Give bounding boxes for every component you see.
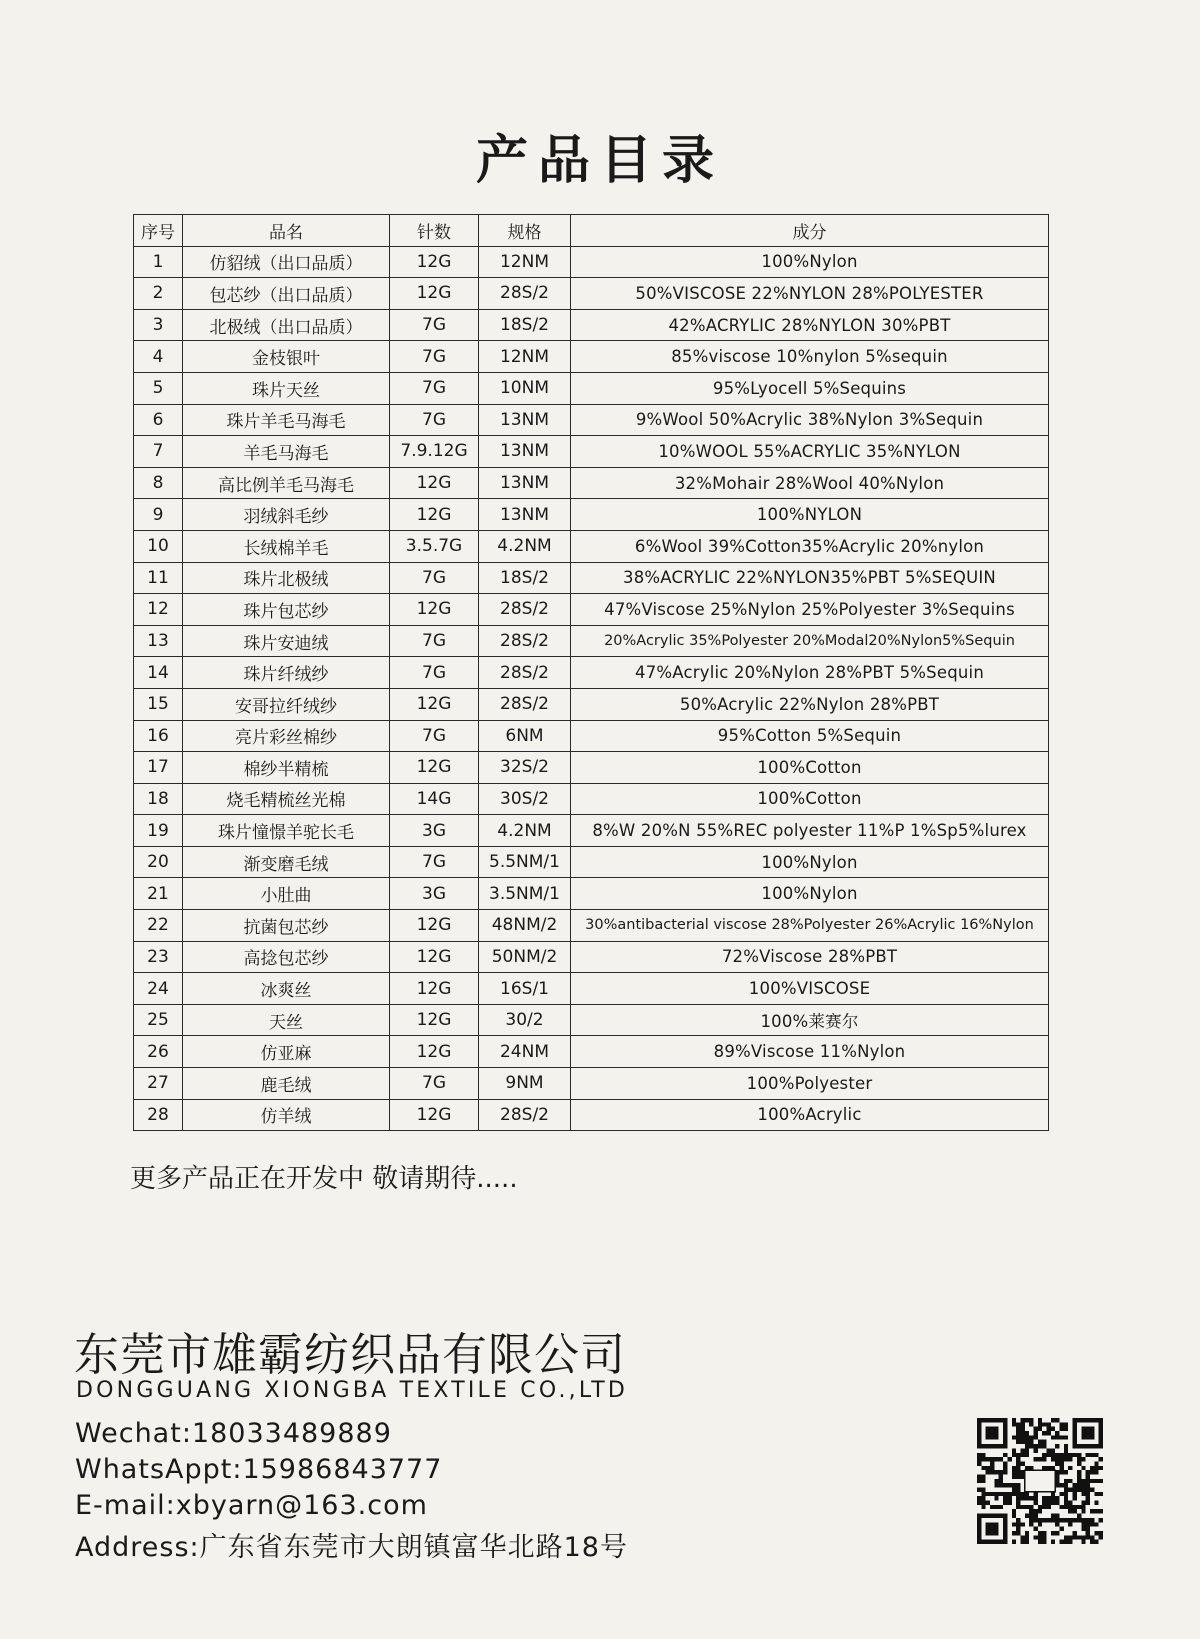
contact-label: WhatsAppt: — [75, 1454, 243, 1485]
cell-composition: 100%Cotton — [571, 783, 1049, 815]
cell-composition: 95%Lyocell 5%Sequins — [571, 372, 1049, 404]
cell-index: 10 — [134, 530, 183, 562]
cell-gauge: 12G — [390, 941, 479, 973]
cell-gauge: 12G — [390, 1004, 479, 1036]
cell-gauge: 7G — [390, 625, 479, 657]
table-row — [134, 436, 1049, 468]
cell-composition: 10%WOOL 55%ACRYLIC 35%NYLON — [571, 436, 1049, 468]
table-row — [134, 1099, 1049, 1131]
cell-spec: 4.2NM — [479, 815, 571, 847]
table-row — [134, 372, 1049, 404]
table-body — [134, 246, 1049, 1131]
cell-gauge: 7G — [390, 720, 479, 752]
cell-composition: 72%Viscose 28%PBT — [571, 941, 1049, 973]
cell-index: 18 — [134, 783, 183, 815]
table-row — [134, 1004, 1049, 1036]
cell-index: 7 — [134, 436, 183, 468]
cell-gauge: 7G — [390, 846, 479, 878]
cell-gauge: 12G — [390, 594, 479, 626]
contact-label: Wechat: — [75, 1418, 192, 1449]
cell-name: 高比例羊毛马海毛 — [183, 467, 390, 499]
cell-index: 4 — [134, 341, 183, 373]
cell-spec: 28S/2 — [479, 278, 571, 310]
cell-index: 19 — [134, 815, 183, 847]
cell-name: 北极绒（出口品质） — [183, 309, 390, 341]
cell-composition: 47%Acrylic 20%Nylon 28%PBT 5%Sequin — [571, 657, 1049, 689]
contact-label: E-mail: — [75, 1490, 176, 1521]
cell-composition: 30%antibacterial viscose 28%Polyester 26%Acrylic 16%Nylon — [571, 910, 1049, 942]
table-row — [134, 720, 1049, 752]
cell-spec: 6NM — [479, 720, 571, 752]
cell-name: 小肚曲 — [183, 878, 390, 910]
cell-index: 2 — [134, 278, 183, 310]
table-row — [134, 530, 1049, 562]
cell-spec: 16S/1 — [479, 973, 571, 1005]
contact-whatsapp — [75, 1454, 442, 1485]
cell-gauge: 12G — [390, 1099, 479, 1131]
cell-gauge: 3.5.7G — [390, 530, 479, 562]
cell-gauge: 7G — [390, 309, 479, 341]
cell-composition: 50%VISCOSE 22%NYLON 28%POLYESTER — [571, 278, 1049, 310]
cell-spec: 10NM — [479, 372, 571, 404]
cell-name: 羊毛马海毛 — [183, 436, 390, 468]
header-name: 品名 — [183, 215, 390, 247]
cell-gauge: 3G — [390, 815, 479, 847]
cell-gauge: 12G — [390, 752, 479, 784]
cell-gauge: 7G — [390, 562, 479, 594]
cell-name: 仿羊绒 — [183, 1099, 390, 1131]
cell-spec: 48NM/2 — [479, 910, 571, 942]
table-row — [134, 404, 1049, 436]
company-name-cn: 东莞市雄霸纺织品有限公司 — [74, 1328, 627, 1381]
cell-name: 包芯纱（出口品质） — [183, 278, 390, 310]
cell-composition: 100%Nylon — [571, 846, 1049, 878]
cell-name: 珠片包芯纱 — [183, 594, 390, 626]
cell-name: 天丝 — [183, 1004, 390, 1036]
cell-name: 珠片北极绒 — [183, 562, 390, 594]
cell-composition: 100%VISCOSE — [571, 973, 1049, 1005]
cell-spec: 18S/2 — [479, 562, 571, 594]
cell-index: 11 — [134, 562, 183, 594]
cell-index: 6 — [134, 404, 183, 436]
cell-spec: 9NM — [479, 1068, 571, 1100]
cell-index: 24 — [134, 973, 183, 1005]
qr-code-icon — [977, 1418, 1103, 1544]
cell-gauge: 12G — [390, 278, 479, 310]
cell-composition: 100%莱赛尔 — [571, 1004, 1049, 1036]
cell-index: 22 — [134, 910, 183, 942]
cell-name: 烧毛精梳丝光棉 — [183, 783, 390, 815]
table-row — [134, 594, 1049, 626]
cell-composition: 6%Wool 39%Cotton35%Acrylic 20%nylon — [571, 530, 1049, 562]
cell-name: 珠片憧憬羊驼长毛 — [183, 815, 390, 847]
contact-value: 18033489889 — [191, 1418, 392, 1449]
page-title: 产品目录 — [475, 130, 724, 191]
cell-composition: 100%Nylon — [571, 246, 1049, 278]
cell-name: 亮片彩丝棉纱 — [183, 720, 390, 752]
cell-index: 13 — [134, 625, 183, 657]
cell-name: 抗菌包芯纱 — [183, 910, 390, 942]
table-row — [134, 878, 1049, 910]
development-note: 更多产品正在开发中 敬请期待..... — [130, 1164, 518, 1194]
header-gauge: 针数 — [390, 215, 479, 247]
cell-spec: 28S/2 — [479, 625, 571, 657]
cell-gauge: 7.9.12G — [390, 436, 479, 468]
cell-spec: 13NM — [479, 499, 571, 531]
cell-name: 渐变磨毛绒 — [183, 846, 390, 878]
cell-composition: 89%Viscose 11%Nylon — [571, 1036, 1049, 1068]
cell-name: 羽绒斜毛纱 — [183, 499, 390, 531]
cell-gauge: 7G — [390, 1068, 479, 1100]
cell-spec: 13NM — [479, 436, 571, 468]
cell-spec: 30/2 — [479, 1004, 571, 1036]
table-row — [134, 815, 1049, 847]
table-row — [134, 941, 1049, 973]
cell-spec: 12NM — [479, 341, 571, 373]
table-row — [134, 1036, 1049, 1068]
cell-spec: 30S/2 — [479, 783, 571, 815]
cell-composition: 85%viscose 10%nylon 5%sequin — [571, 341, 1049, 373]
cell-index: 8 — [134, 467, 183, 499]
cell-composition: 9%Wool 50%Acrylic 38%Nylon 3%Sequin — [571, 404, 1049, 436]
cell-gauge: 7G — [390, 341, 479, 373]
cell-index: 26 — [134, 1036, 183, 1068]
table-row — [134, 309, 1049, 341]
cell-composition: 100%Nylon — [571, 878, 1049, 910]
table-header-row — [134, 215, 1049, 247]
cell-index: 28 — [134, 1099, 183, 1131]
cell-composition: 100%Acrylic — [571, 1099, 1049, 1131]
table-row — [134, 783, 1049, 815]
table-row — [134, 657, 1049, 689]
cell-name: 安哥拉纤绒纱 — [183, 688, 390, 720]
table-row — [134, 341, 1049, 373]
cell-name: 冰爽丝 — [183, 973, 390, 1005]
cell-composition: 100%Polyester — [571, 1068, 1049, 1100]
cell-composition: 47%Viscose 25%Nylon 25%Polyester 3%Sequins — [571, 594, 1049, 626]
cell-gauge: 12G — [390, 910, 479, 942]
cell-index: 23 — [134, 941, 183, 973]
cell-name: 珠片羊毛马海毛 — [183, 404, 390, 436]
table-row — [134, 625, 1049, 657]
cell-gauge: 12G — [390, 973, 479, 1005]
cell-gauge: 12G — [390, 688, 479, 720]
cell-composition: 20%Acrylic 35%Polyester 20%Modal20%Nylon5%Sequin — [571, 625, 1049, 657]
contact-address — [75, 1525, 628, 1564]
cell-composition: 8%W 20%N 55%REC polyester 11%P 1%Sp5%lurex — [571, 815, 1049, 847]
cell-name: 长绒棉羊毛 — [183, 530, 390, 562]
table-row — [134, 246, 1049, 278]
contact-email — [75, 1490, 428, 1521]
cell-name: 珠片安迪绒 — [183, 625, 390, 657]
contact-value: 15986843777 — [242, 1454, 443, 1485]
cell-spec: 32S/2 — [479, 752, 571, 784]
table-row — [134, 467, 1049, 499]
cell-gauge: 7G — [390, 657, 479, 689]
cell-spec: 5.5NM/1 — [479, 846, 571, 878]
cell-index: 3 — [134, 309, 183, 341]
table-row — [134, 1068, 1049, 1100]
cell-composition: 95%Cotton 5%Sequin — [571, 720, 1049, 752]
contact-value: 广东省东莞市大朗镇富华北路18号 — [199, 1532, 628, 1563]
cell-gauge: 7G — [390, 404, 479, 436]
company-name-en: DONGGUANG XIONGBA TEXTILE CO.,LTD — [76, 1378, 629, 1403]
cell-spec: 28S/2 — [479, 594, 571, 626]
cell-composition: 100%Cotton — [571, 752, 1049, 784]
cell-name: 仿亚麻 — [183, 1036, 390, 1068]
cell-gauge: 12G — [390, 467, 479, 499]
cell-spec: 28S/2 — [479, 688, 571, 720]
table-row — [134, 499, 1049, 531]
cell-gauge: 3G — [390, 878, 479, 910]
cell-composition: 38%ACRYLIC 22%NYLON35%PBT 5%SEQUIN — [571, 562, 1049, 594]
cell-name: 仿貂绒（出口品质） — [183, 246, 390, 278]
cell-spec: 13NM — [479, 404, 571, 436]
cell-composition: 32%Mohair 28%Wool 40%Nylon — [571, 467, 1049, 499]
contact-value: xbyarn@163.com — [175, 1490, 428, 1521]
cell-index: 27 — [134, 1068, 183, 1100]
cell-index: 20 — [134, 846, 183, 878]
cell-gauge: 12G — [390, 499, 479, 531]
cell-spec: 18S/2 — [479, 309, 571, 341]
table-row — [134, 752, 1049, 784]
cell-composition: 100%NYLON — [571, 499, 1049, 531]
cell-spec: 28S/2 — [479, 1099, 571, 1131]
cell-composition: 42%ACRYLIC 28%NYLON 30%PBT — [571, 309, 1049, 341]
cell-index: 25 — [134, 1004, 183, 1036]
cell-index: 15 — [134, 688, 183, 720]
cell-spec: 13NM — [479, 467, 571, 499]
cell-name: 珠片天丝 — [183, 372, 390, 404]
cell-index: 5 — [134, 372, 183, 404]
cell-index: 1 — [134, 246, 183, 278]
cell-gauge: 7G — [390, 372, 479, 404]
cell-index: 16 — [134, 720, 183, 752]
cell-gauge: 12G — [390, 1036, 479, 1068]
cell-spec: 12NM — [479, 246, 571, 278]
cell-composition: 50%Acrylic 22%Nylon 28%PBT — [571, 688, 1049, 720]
cell-index: 12 — [134, 594, 183, 626]
table-row — [134, 910, 1049, 942]
cell-spec: 50NM/2 — [479, 941, 571, 973]
cell-name: 棉纱半精梳 — [183, 752, 390, 784]
cell-index: 21 — [134, 878, 183, 910]
table-row — [134, 562, 1049, 594]
cell-index: 9 — [134, 499, 183, 531]
cell-spec: 24NM — [479, 1036, 571, 1068]
header-composition: 成分 — [571, 215, 1049, 247]
cell-spec: 4.2NM — [479, 530, 571, 562]
cell-gauge: 12G — [390, 246, 479, 278]
table-row — [134, 688, 1049, 720]
cell-name: 高捻包芯纱 — [183, 941, 390, 973]
table-row — [134, 973, 1049, 1005]
header-spec: 规格 — [479, 215, 571, 247]
cell-spec: 28S/2 — [479, 657, 571, 689]
contact-wechat — [75, 1418, 392, 1449]
cell-name: 珠片纤绒纱 — [183, 657, 390, 689]
product-table — [133, 214, 1049, 1131]
header-index: 序号 — [134, 215, 183, 247]
table-row — [134, 846, 1049, 878]
table-row — [134, 278, 1049, 310]
cell-name: 金枝银叶 — [183, 341, 390, 373]
cell-index: 17 — [134, 752, 183, 784]
contact-label: Address: — [75, 1532, 200, 1563]
cell-gauge: 14G — [390, 783, 479, 815]
cell-index: 14 — [134, 657, 183, 689]
cell-name: 鹿毛绒 — [183, 1068, 390, 1100]
cell-spec: 3.5NM/1 — [479, 878, 571, 910]
